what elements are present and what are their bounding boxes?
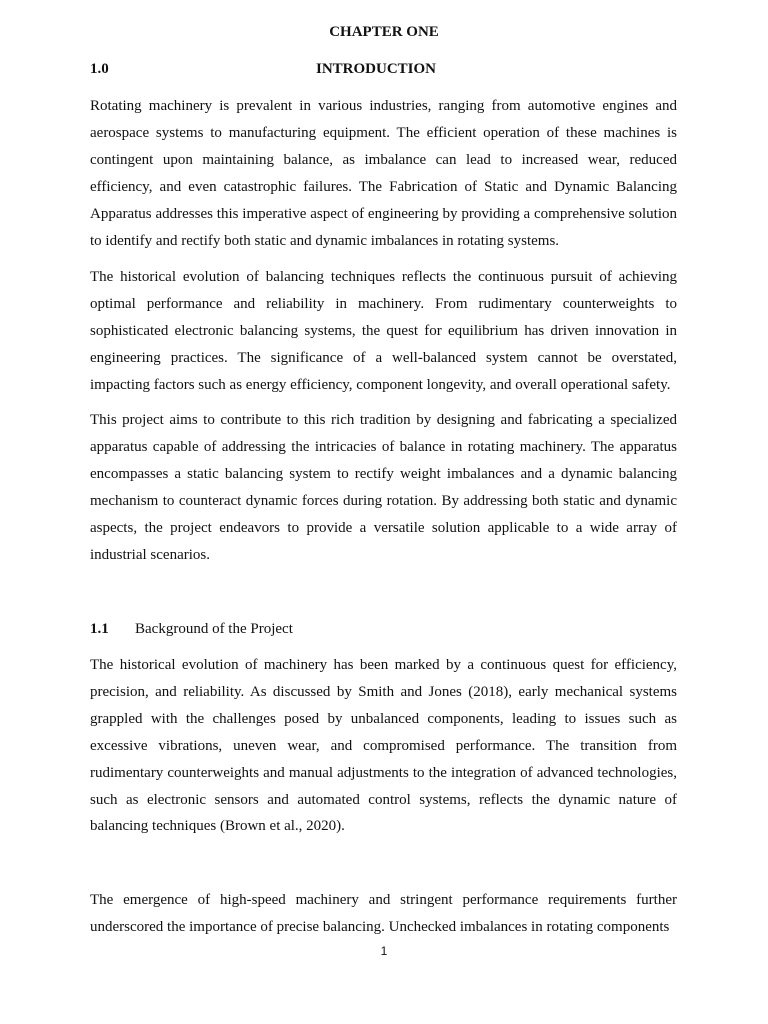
subsection-heading <box>90 620 293 638</box>
chapter-title: CHAPTER ONE <box>329 24 439 40</box>
subsection-title: Background of the Project <box>135 621 293 637</box>
page-number: 1 <box>380 944 388 958</box>
paragraph-intro-1: Rotating machinery is prevalent in various industries, ranging from automotive engines and aerospace systems to manufacturing equipment. The efficient operation of these machines is contingent upon maintaining balance, as imbalance can lead to increased wear, reduced efficiency, and even catastrophic failures. The Fabrication of Static and Dynamic Balancing Apparatus addresses this imperative aspect of engineering by providing a comprehensive solution to identify and rectify both static and dynamic imbalances in rotating systems. <box>90 98 677 249</box>
paragraph-background-2: The emergence of high-speed machinery and stringent performance requirements further underscored the importance of precise balancing. Unchecked imbalances in rotating components <box>90 892 677 935</box>
section-number: 1.0 <box>90 61 109 77</box>
subsection-number: 1.1 <box>90 621 109 637</box>
paragraph-intro-3: This project aims to contribute to this rich tradition by designing and fabricating a specialized apparatus capable of addressing the intricacies of balance in rotating machinery. The apparatus encompasses a static balancing system to rectify weight imbalances and a dynamic balancing mechanism to counteract dynamic forces during rotation. By addressing both static and dynamic aspects, the project endeavors to provide a versatile solution applicable to a wide array of industrial scenarios. <box>90 412 677 563</box>
section-title: INTRODUCTION <box>316 61 437 77</box>
paragraph-intro-2: The historical evolution of balancing techniques reflects the continuous pursuit of achieving optimal performance and reliability in machinery. From rudimentary counterweights to sophisticated electronic balancing systems, the quest for equilibrium has driven innovation in engineering practices. The significance of a well-balanced system cannot be overstated, impacting factors such as energy efficiency, component longevity, and overall operational safety. <box>90 269 677 393</box>
paragraph-background-1: The historical evolution of machinery has been marked by a continuous quest for efficiency, precision, and reliability. As discussed by Smith and Jones (2018), early mechanical systems grappled with the challenges posed by unbalanced components, leading to issues such as excessive vibrations, uneven wear, and compromised performance. The transition from rudimentary counterweights and manual adjustments to the integration of advanced technologies, such as electronic sensors and automated control systems, reflects the dynamic nature of balancing techniques (Brown et al., 2020). <box>90 657 677 835</box>
